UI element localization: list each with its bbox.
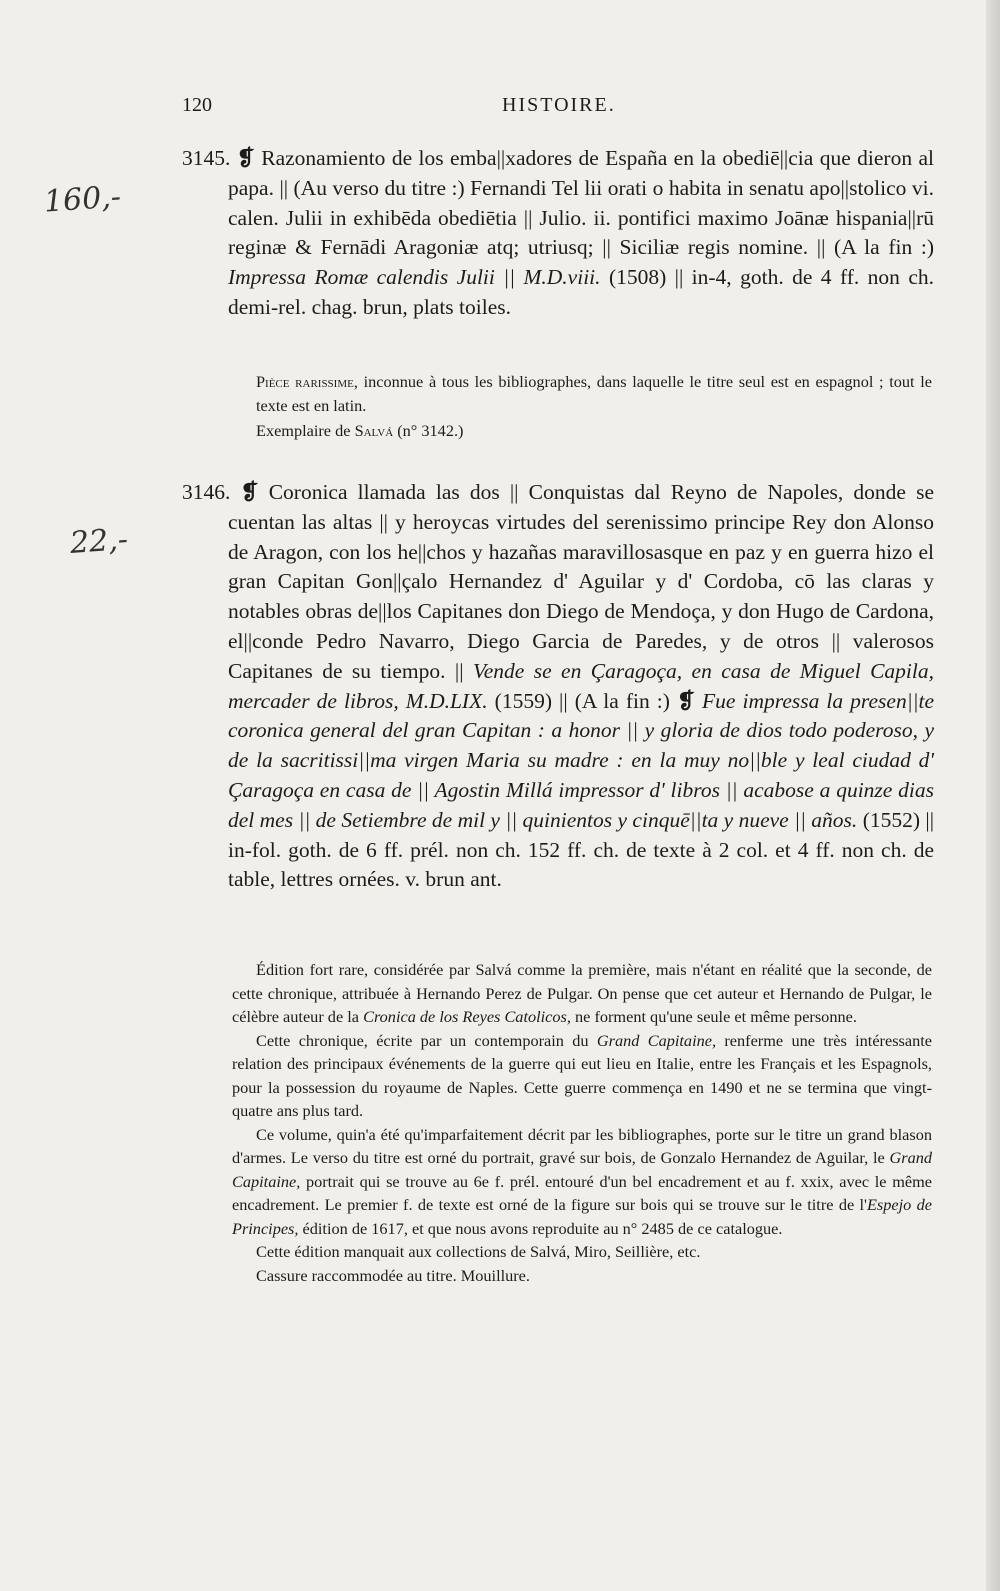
pilcrow-icon: ❡: [236, 146, 255, 170]
pilcrow-icon: ❡: [676, 688, 695, 713]
catalogue-entry-3145: [182, 144, 934, 323]
provenance-prefix: Exemplaire de: [256, 421, 351, 440]
entry-description: [182, 478, 934, 895]
note-text: Édition fort rare, considérée par Salvá comme la première, mais n'étant en réalité que la seconde, de cette chronique, attribuée à Hernando Perez de Pulgar. On pense que cet auteur et Hernando de Pulgar, le célèbre auteur de la: [232, 960, 932, 1026]
note-italic: Grand Capitaine,: [596, 1030, 717, 1050]
pilcrow-icon: ❡: [240, 480, 259, 504]
handwritten-price-note: 160,-: [42, 179, 123, 220]
note-text: ne forment qu'une seule et même personne.: [575, 1007, 857, 1026]
provenance-name: Salvá: [354, 421, 394, 440]
entry-collation: (1508) || in-4, goth. de 4 ff. non ch. demi-rel. chag. brun, plats toiles.: [228, 265, 934, 319]
note-text: Cette chronique, écrite par un contemporain du: [256, 1030, 589, 1050]
note-text: Ce volume, quin'a été qu'imparfaitement décrit par les bibliographes, porte sur le titre un grand blason d'armes. Le verso du titre est orné du portrait, gravé sur bois, de Gonzalo Hernandez de Aguilar, le: [232, 1124, 932, 1167]
entry-number: 3145.: [182, 146, 231, 170]
provenance-ref: (n° 3142.): [397, 421, 464, 440]
rarity-note: [256, 370, 932, 417]
page-header: [0, 94, 1000, 124]
entry-colophon: Fue impressa la presen||te coronica general del gran Capitan : a honor || y gloria de dios todo poderoso, y de la sacritissi||ma virgen Maria su madre : en la muy no||ble y leal ciudad d' Çaragoça en casa de || Agostin Millá impressor d' libros || acabose a quinze dias del mes || de Setiembre de mil y || quinientos y cinquē||ta y nueve || años.: [228, 688, 935, 832]
rarity-text: inconnue à tous les bibliographes, dans laquelle le titre seul est en espagnol ; tout le texte est en latin.: [256, 372, 932, 415]
note-text: édition de 1617, et que nous avons reproduite au n° 2485 de ce catalogue.: [302, 1218, 783, 1238]
note-paragraph: [232, 958, 932, 1029]
entry-description: [182, 144, 934, 323]
rarity-label: Pièce rarissime,: [256, 372, 358, 391]
handwritten-price-note: 22,-: [68, 522, 130, 561]
note-paragraph: Cette édition manquait aux collections de Salvá, Miro, Seillière, etc.: [256, 1242, 701, 1261]
page-edge: [986, 0, 1000, 1591]
provenance-note: [256, 419, 932, 443]
note-paragraph: [232, 1123, 932, 1241]
note-paragraph: Cassure raccommodée au titre. Mouillure.: [256, 1265, 530, 1285]
note-italic: Espejo de Principes,: [232, 1195, 933, 1238]
entry-notes-3145: [256, 370, 932, 443]
entry-number: 3146.: [182, 480, 231, 504]
entry-collation: (1552) || in-fol. goth. de 6 ff. prél. non ch. 152 ff. ch. de texte à 2 col. et 4 ff. non ch. de table, lettres ornées. v. brun ant.: [228, 807, 934, 892]
note-italic: Grand Capitaine,: [232, 1148, 933, 1191]
note-italic: Cronica de los Reyes Catolicos,: [363, 1007, 571, 1026]
note-text: portrait qui se trouve au 6e f. prél. entouré d'un bel encadrement et au f. xxix, avec le même encadrement. Le premier f. de texte est orné de la figure sur bois qui se trouve sur le titre de l': [232, 1171, 932, 1214]
entry-imprint: Vende se en Çaragoça, en casa de Miguel Capila, mercader de libros, M.D.LIX.: [228, 658, 934, 713]
entry-title-text: Razonamiento de los emba||xadores de España en la obediē||cia que dieron al papa. || (Au verso du titre :) Fernandi Tel lii orati o habita in senatu apo||stolico vi. calen. Julii in exhibēda obediētia || Julio. ii. pontifici maximo Joānæ hispania||rū reginæ & Fernādi Aragoniæ atq; utriusq; || Siciliæ regis nomine. || (A la fin :): [228, 146, 935, 260]
entry-imprint: Impressa Romæ calendis Julii || M.D.viii.: [228, 265, 601, 290]
note-paragraph: [232, 1029, 932, 1123]
page-number: 120: [182, 94, 212, 116]
entry-imprint-date: (1559) || (A la fin :): [494, 688, 670, 713]
note-text: renferme une très intéressante relation des principaux événements de la guerre qui eut lieu en Italie, entre les Français et les Espagnols, pour la possession du royaume de Naples. Cette guerre commença en 1490 et ne se termina que vingt-quatre ans plus tard.: [232, 1030, 932, 1120]
catalogue-entry-3146: [182, 478, 934, 895]
entry-title-text: Coronica llamada las dos || Conquistas dal Reyno de Napoles, donde se cuentan las altas || y heroycas virtudes del serenissimo principe Rey don Alonso de Aragon, con los he||chos y hazañas maravillosasque en paz y en guerra hizo el gran Capitan Gon||çalo Hernandez d' Aguilar y d' Cordoba, cō las claras y notables obras de||los Capitanes don Diego de Mendoça, y don Hugo de Cardona, el||conde Pedro Navarro, Diego Garcia de Paredes, y de otros || valerosos Capitanes de su tiempo. ||: [228, 480, 935, 683]
entry-notes-3146: [232, 958, 932, 1287]
running-title: HISTOIRE.: [502, 94, 616, 116]
